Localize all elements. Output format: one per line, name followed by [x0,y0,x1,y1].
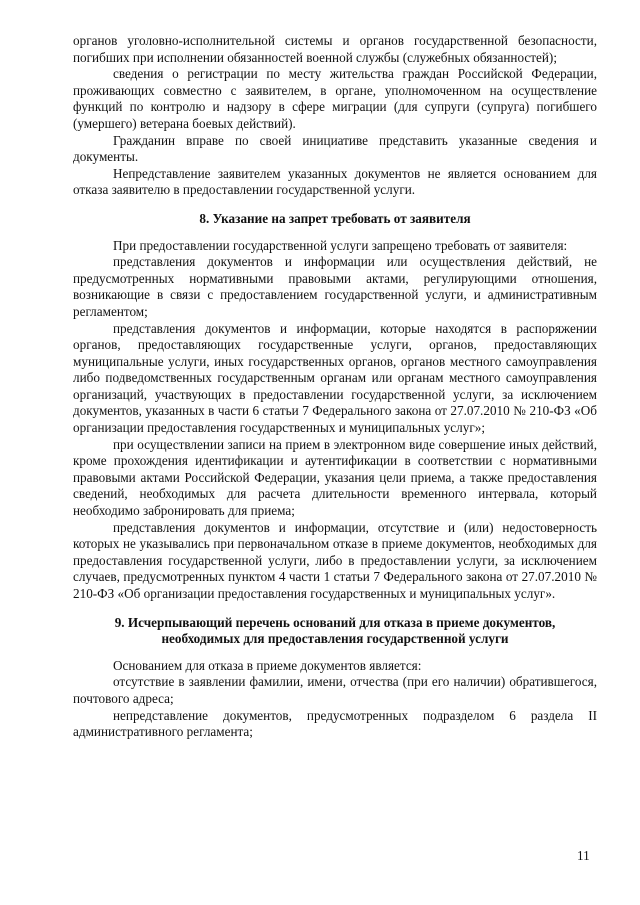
page-number: 11 [577,848,590,863]
paragraph-registration-info: сведения о регистрации по месту жительства граждан Российской Федерации, проживающих совместно с заявителем, в органе, уполномоченном на осуществление функций по контролю и надзору в сфере миграции (для супруги (супруга) погибшего (умершего) ветерана боевых действий). [73,66,597,131]
section-8-paragraph: представления документов и информации, которые находятся в распоряжении органов, предоставляющих государственные услуги, органов, предоставляющих муниципальные услуги, иных государственных органов, органов местного самоуправления либо подведомственных государственным органам или органам местного самоуправления организаций, участвующих в предоставлении государственной услуги, за исключением документов, указанных в части 6 статьи 7 Федерального закона от 27.07.2010 № 210-ФЗ «Об организации предоставления государственных и муниципальных услуг»; [73,320,597,436]
section-8-paragraph: При предоставлении государственной услуги запрещено требовать от заявителя: [113,237,568,253]
section-8-paragraph: при осуществлении записи на прием в электронном виде совершение иных действий, кроме прохождения идентификации и аутентификации в соответствии с нормативными правовыми актами Российской Федерации, указания цели приема, а также предоставления сведений, необходимых для расчета длительности временного интервала, который необходимо забронировать для приема; [73,436,597,519]
section-9-heading-line-2: необходимых для предоставления государственной услуги [161,631,509,647]
section-8-paragraph: представления документов и информации, отсутствие и (или) недостоверность которых не указывались при первоначальном отказе в приеме документов, необходимых для предоставления государственной услуги, либо в предоставлении услуги, за исключением случаев, предусмотренных пунктом 4 части 1 статьи 7 Федерального закона от 27.07.2010 № 210-ФЗ «Об организации предоставления государственных и муниципальных услуг». [73,519,597,601]
section-8-paragraph: представления документов и информации или осуществления действий, не предусмотренных нормативными правовыми актами, регулирующими отношения, возникающие в связи с предоставлением государственной услуги, и административным регламентом; [73,254,597,319]
section-9-heading-line-1: 9. Исчерпывающий перечень оснований для отказа в приеме документов, [114,614,556,630]
section-9-paragraph: отсутствие в заявлении фамилии, имени, отчества (при его наличии) обратившегося, почтового адреса; [73,674,597,706]
section-9-paragraph: непредставление документов, предусмотренных подразделом 6 раздела II административного регламента; [73,707,597,740]
paragraph-citizen-initiative: Гражданин вправе по своей инициативе представить указанные сведения и документы. [73,132,597,165]
section-9-paragraph: Основанием для отказа в приеме документов является: [113,657,422,673]
page-content [73,33,597,741]
section-8-heading: 8. Указание на запрет требовать от заявителя [199,210,471,226]
paragraph-continuation: органов уголовно-исполнительной системы и органов государственной безопасности, погибших при исполнении обязанностей военной службы (служебных обязанностей); [73,33,597,65]
section-9-heading [73,615,597,648]
paragraph-non-submission: Непредставление заявителем указанных документов не является основанием для отказа заявителю в предоставлении государственной услуги. [73,165,597,198]
